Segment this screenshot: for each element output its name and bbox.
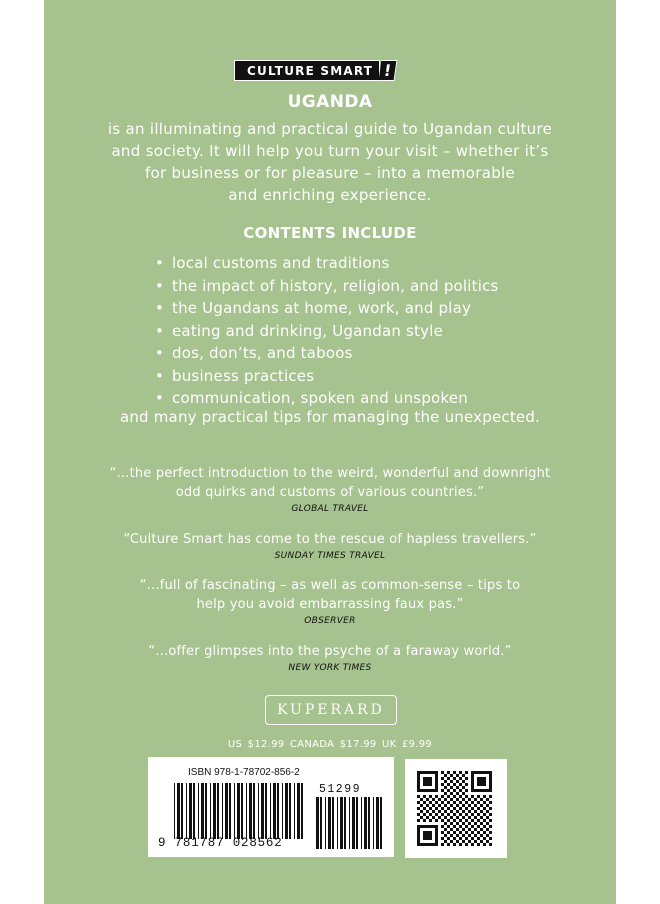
review-quote [44,642,616,676]
list-item [155,275,499,298]
list-item-text: dos, don’ts, and taboos [172,344,353,362]
logo-text: CULTURE SMART [234,60,380,81]
list-item-text: communication, spoken and unspoken [172,389,468,407]
list-item [155,297,499,320]
contents-list [155,252,499,410]
intro-line: and enriching experience. [228,186,432,204]
culture-smart-logo [234,60,396,81]
bullet-icon: • [155,254,165,272]
list-item [155,365,499,388]
list-item-text: local customs and traditions [172,254,390,272]
quote-line: odd quirks and customs of various countries.” [175,485,485,500]
intro-line: is an illuminating and practical guide to Ugandan culture [107,120,553,138]
quote-source: SUNDAY TIMES TRAVEL [274,551,386,561]
bullet-icon: • [155,389,165,407]
list-item [155,320,499,343]
intro-line: for business or for pleasure – into a memorable [144,164,516,182]
quote-line: “...full of fascinating – as well as common-sense – tips to [139,578,521,593]
contents-heading: CONTENTS INCLUDE [243,224,417,242]
list-item [155,342,499,365]
intro-line: and society. It will help you turn your visit – whether it’s [111,142,549,160]
quote-line: “Culture Smart has come to the rescue of hapless travellers.” [123,532,537,547]
review-quote [44,530,616,564]
barcode-digits: 9 781787 028562 [158,836,283,850]
list-item-text: the impact of history, religion, and politics [172,276,499,295]
review-quote [44,576,616,629]
bullet-icon: • [155,366,165,385]
quote-line: help you avoid embarrassing faux pas.” [196,597,464,612]
tips-line: and many practical tips for managing the unexpected. [119,408,541,426]
qr-code-icon [405,759,507,858]
bullet-icon: • [155,299,165,317]
bullet-icon: • [155,344,165,362]
logo-exclamation-mark: ! [379,60,398,81]
list-item-text: the Ugandans at home, work, and play [172,299,472,317]
list-item [155,252,499,275]
isbn-text: ISBN 978-1-78702-856-2 [188,767,300,778]
quote-source: NEW YORK TIMES [288,663,372,673]
book-title: UGANDA [287,92,373,112]
list-item [155,387,499,410]
price-code-digits: 51299 [319,783,362,796]
qr-panel [405,759,507,858]
bullet-icon: • [155,276,165,295]
list-item-text: eating and drinking, Ugandan style [172,321,443,340]
quote-source: OBSERVER [304,616,356,626]
price-line: US $12.99 CANADA $17.99 UK £9.99 [227,739,433,750]
list-item-text: business practices [172,366,315,385]
review-quote [44,464,616,517]
publisher-logo: KUPERARD [265,695,397,725]
quote-source: GLOBAL TRAVEL [291,504,369,514]
quote-line: “...the perfect introduction to the weird, wonderful and downright [109,466,551,481]
intro-paragraph [44,118,616,206]
quote-line: “...offer glimpses into the psyche of a faraway world.” [148,644,512,659]
bullet-icon: • [155,321,165,340]
